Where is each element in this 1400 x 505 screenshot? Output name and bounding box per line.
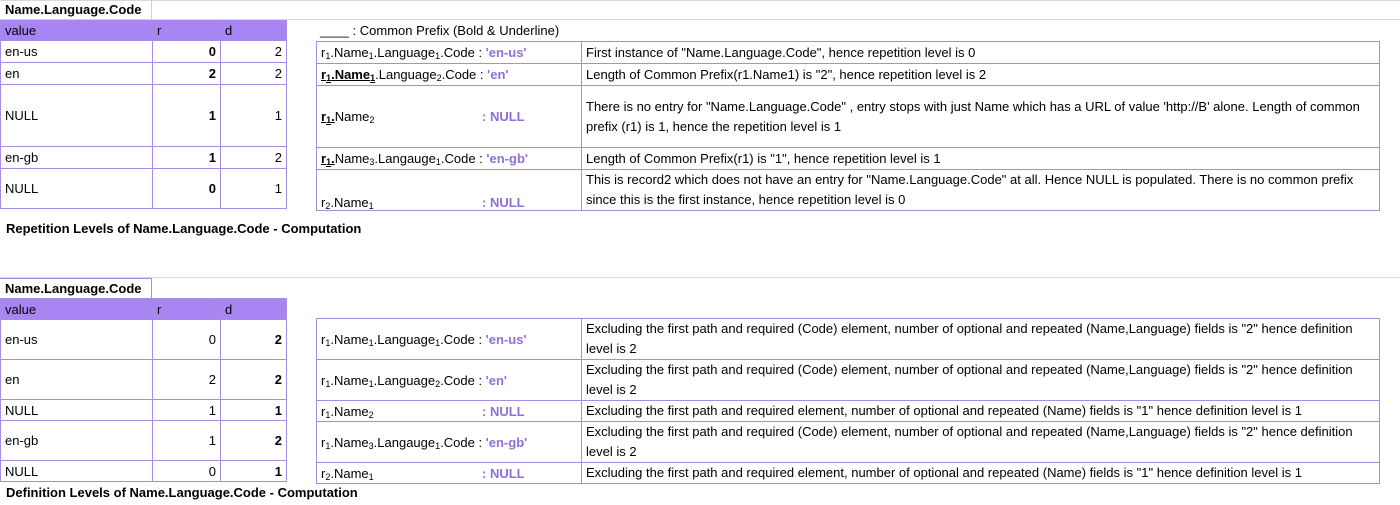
path-segment: 1 [368,201,374,211]
path-segment: 'en-us' [485,331,527,347]
explanation-row [317,86,1380,148]
path-segment: 'en-us' [485,45,527,60]
path-segment: r [321,465,326,481]
value-cell: NULL [1,461,153,482]
path-expression [321,109,374,124]
d-cell: 2 [221,320,287,360]
path-segment: r [321,403,326,419]
legend-blank: ____ [320,23,349,38]
path-segment: 3 [369,157,375,167]
legend [320,22,559,40]
null-tag: : NULL [482,465,525,481]
path-segment: 1 [435,440,441,451]
value-cell: en [1,360,153,400]
d-cell: 1 [221,400,287,421]
path-cell [317,170,582,211]
table-row [1,421,287,461]
path-segment: .Code : [440,434,486,450]
path-segment: 'en' [487,67,509,82]
r-cell: 1 [153,400,221,421]
path-segment: 2 [435,378,441,389]
path-segment: .Name [330,45,369,60]
path-segment: 1 [370,73,376,83]
explanation-cell: Excluding the first path and required element, number of optional and repeated (Name) fields is "1" hence definition level is 1 [582,463,1380,484]
r-cell: 0 [153,461,221,482]
r-cell: 2 [153,360,221,400]
d-cell: 2 [221,41,287,63]
explanation-row [317,319,1380,360]
path-segment: .Name [330,372,369,388]
path-segment: .Language [373,372,436,388]
path-cell [317,319,582,360]
value-cell: en-gb [1,421,153,461]
table-row [1,320,287,360]
explanation-cell: Excluding the first path and required (Code) element, number of optional and repeated (Name,Language) fields is "2" hence definition level is 2 [582,422,1380,463]
path-segment: 2 [325,471,331,482]
path-segment: 3 [368,440,374,451]
path-segment: 1 [368,378,374,389]
path-segment: 1 [368,471,374,482]
path-segment: .Language [373,45,436,60]
path-segment: r [321,109,327,124]
d-cell: 1 [221,169,287,209]
table-row [1,147,287,169]
path-segment: 2 [436,73,442,83]
path-segment: .Code : [440,151,487,166]
explanation-cell: There is no entry for "Name.Language.Code" , entry stops with just Name which has a URL of value 'http://B' alone. Length of common prefix (r1) is 1, hence the repetition level is 1 [582,86,1380,148]
path-expression [321,45,527,60]
header-d: d [221,21,287,41]
value-cell: NULL [1,169,153,209]
table-row [1,85,287,147]
path-segment: 1 [325,51,331,61]
explanation-cell: Excluding the first path and required element, number of optional and repeated (Name) fields is "1" hence definition level is 1 [582,401,1380,422]
r-cell: 0 [153,169,221,209]
path-segment: .Name [330,195,369,210]
repetition-table [0,20,287,209]
path-expression [321,466,374,481]
path-segment: .Code : [441,67,488,82]
path-expression [321,195,374,210]
r-cell: 2 [153,63,221,85]
explanation-cell: This is record2 which does not have an entry for "Name.Language.Code" at all. Hence NULL is populated. There is no common prefix since this is the first instance, hence repetition level is 0 [582,170,1380,211]
value-cell: en [1,63,153,85]
path-segment: .Language [373,331,436,347]
explanation-row [317,401,1380,422]
path-expression [321,435,527,450]
path-segment: r [321,67,327,82]
path-segment: . [331,151,335,166]
d-cell: 2 [221,63,287,85]
path-segment: .Code : [440,45,486,60]
explanation-row [317,463,1380,484]
path-segment: r [321,372,326,388]
path-segment: 'en-gb' [486,151,528,166]
table-row [1,360,287,400]
path-segment: .Langauge [373,434,436,450]
d-cell: 2 [221,147,287,169]
table-row [1,41,287,63]
path-segment: r [321,434,326,450]
explanation-cell: Excluding the first path and required (Code) element, number of optional and repeated (Name,Language) fields is "2" hence definition level is 2 [582,319,1380,360]
path-segment: Name [334,109,370,124]
d-cell: 1 [221,85,287,147]
value-cell: en-gb [1,147,153,169]
explanation-row [317,42,1380,64]
path-segment: 2 [325,201,331,211]
null-tag: : NULL [482,109,525,124]
r-cell: 0 [153,41,221,63]
path-segment: r [321,151,327,166]
path-segment: r [321,331,326,347]
explanation-row [317,170,1380,211]
path-segment: 1 [368,51,374,61]
r-cell: 0 [153,320,221,360]
path-expression [321,332,527,347]
path-segment: r [321,195,326,210]
path-segment: .Code : [440,331,486,347]
repetition-explanation-table [316,41,1380,211]
null-tag: : NULL [482,403,525,419]
definition-explanation-table [316,318,1380,484]
header-d: d [221,299,287,320]
r-cell: 1 [153,85,221,147]
path-cell [317,401,582,422]
section1-caption: Repetition Levels of Name.Language.Code - Computation [6,221,362,236]
path-segment: Name [334,151,370,166]
value-cell: en-us [1,320,153,360]
section2-title: Name.Language.Code [0,278,152,298]
r-cell: 1 [153,421,221,461]
path-expression [321,404,374,419]
path-cell [317,64,582,86]
path-segment: .Name [330,403,369,419]
path-cell [317,422,582,463]
path-expression [321,373,507,388]
explanation-cell: Excluding the first path and required (Code) element, number of optional and repeated (Name,Language) fields is "2" hence definition level is 2 [582,360,1380,401]
r-cell: 1 [153,147,221,169]
path-segment: 1 [368,337,374,348]
explanation-row [317,148,1380,170]
path-segment: 1 [326,115,332,125]
explanation-row [317,64,1380,86]
path-segment: 1 [325,378,331,389]
header-value: value [1,21,153,41]
value-cell: NULL [1,85,153,147]
header-r: r [153,21,221,41]
table-row [1,169,287,209]
path-segment: r [321,45,326,60]
path-segment: . [331,109,335,124]
table-row [1,63,287,85]
path-segment: .Name [330,465,369,481]
path-segment: 1 [326,73,332,83]
path-segment: .Langauge [374,151,436,166]
path-segment: .Name [330,331,369,347]
path-cell [317,148,582,170]
table-row [1,461,287,482]
value-cell: en-us [1,41,153,63]
d-cell: 2 [221,360,287,400]
path-segment: .Code : [440,372,486,388]
path-segment: 1 [325,337,331,348]
explanation-cell: First instance of "Name.Language.Code", hence repetition level is 0 [582,42,1380,64]
path-segment: 1 [435,337,441,348]
explanation-row [317,422,1380,463]
explanation-row [317,360,1380,401]
path-cell [317,360,582,401]
path-segment: 2 [368,409,374,420]
d-cell: 2 [221,421,287,461]
path-segment: 'en' [485,372,508,388]
path-segment: 1 [325,409,331,420]
value-cell: NULL [1,400,153,421]
d-cell: 1 [221,461,287,482]
path-cell [317,42,582,64]
path-expression [321,67,508,82]
section2-caption: Definition Levels of Name.Language.Code - Computation [6,485,358,500]
path-expression [321,151,528,166]
header-r: r [153,299,221,320]
path-segment: 1 [435,157,441,167]
path-cell [317,86,582,148]
path-segment: 1 [435,51,441,61]
table-row [1,400,287,421]
path-segment: .Name [330,434,369,450]
path-segment: 1 [326,157,332,167]
section1-title: Name.Language.Code [0,0,152,20]
definition-table [0,298,287,482]
legend-text: : Common Prefix (Bold & Underline) [352,23,560,38]
path-segment: 1 [325,440,331,451]
path-segment: 2 [369,115,375,125]
explanation-cell: Length of Common Prefix(r1) is "1", hence repetition level is 1 [582,148,1380,170]
null-tag: : NULL [482,195,525,210]
header-value: value [1,299,153,320]
path-segment: .Name [331,67,371,82]
path-cell [317,463,582,484]
path-segment: .Language [375,67,437,82]
path-segment: 'en-gb' [485,434,528,450]
explanation-cell: Length of Common Prefix(r1.Name1) is "2", hence repetition level is 2 [582,64,1380,86]
